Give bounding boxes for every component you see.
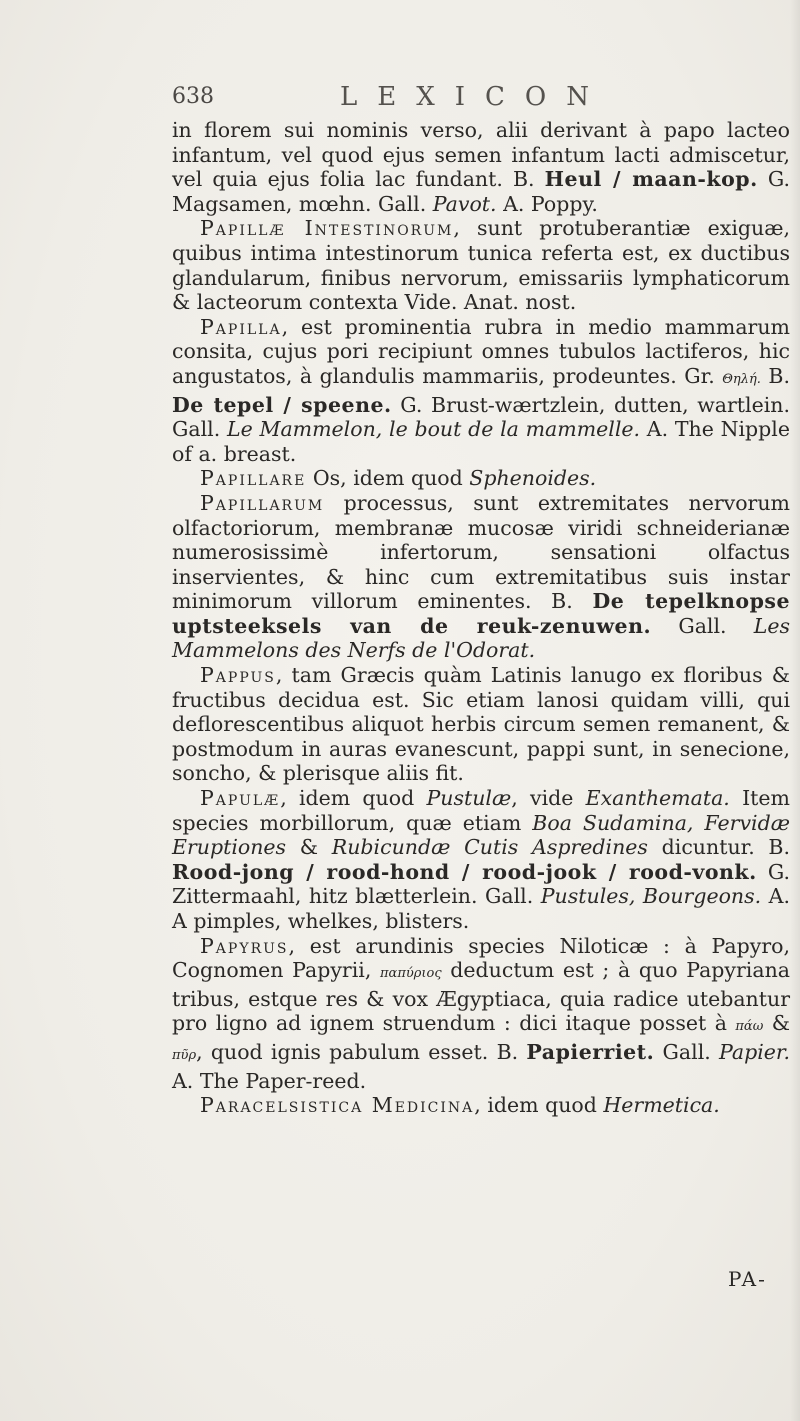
entry-text: B. [760, 363, 790, 388]
entry-text: A. Poppy. [496, 191, 598, 216]
greek-text: πῦρ [172, 1047, 197, 1063]
italic-text: Pustulæ [426, 786, 512, 811]
italic-text: Le Mammelon, le bout de la mammelle. [226, 417, 641, 442]
dictionary-text [172, 118, 790, 1118]
italic-text: Exanthemata. [585, 786, 730, 811]
dictionary-entry [172, 491, 790, 663]
headword: Papyrus [200, 933, 289, 958]
greek-text: Θηλή. [722, 371, 761, 387]
entry-text: , tam Græcis quàm Latinis lanugo ex floribus & fructibus decidua est. Sic etiam lanosi quidam villi, qui deflorescentibus aliquot herbis circum semen remanent, & postmodum in auras evanescunt, pappi sunt, in senecione, soncho, & plerisque aliis fit. [172, 663, 790, 786]
headword: Papilla [200, 314, 282, 339]
italic-text: Pavot. [432, 191, 497, 216]
entry-text: G. Magsamen, mœhn. Gall. [172, 167, 790, 216]
entry-text: A. A pimples, whelkes, blisters. [172, 884, 790, 933]
running-title: LEXICON [340, 82, 609, 112]
blackletter-text: De tepelknopse uptsteeksels van de reuk-zenuwen. [172, 589, 790, 638]
entry-text: , est prominentia rubra in medio mammarum consita, cujus pori recipiunt omnes tubulos lactiferos, hic angustatos, à glandulis mammariis, prodeuntes. Gr. [172, 314, 790, 388]
entry-text: Gall. [654, 1039, 720, 1064]
entry-text: & [286, 835, 332, 860]
page-header [172, 84, 792, 118]
entry-text: Gall. [651, 613, 754, 638]
dictionary-entry [172, 118, 790, 216]
page-edge-shadow [790, 0, 800, 1421]
entry-text: , sunt protuberantiæ exiguæ, quibus intima intestinorum tunica referta est, ex ductibus glandularum, finibus nervorum, emissariis lymphaticorum & lacteorum contexta Vide. Anat. nost. [172, 216, 791, 315]
headword: Papillare [200, 466, 307, 491]
headword: Papillarum [200, 490, 325, 515]
italic-text: Papier. [719, 1039, 791, 1064]
entry-text: , quod ignis pabulum esset. B. [196, 1039, 527, 1064]
blackletter-text: Rood-jong / rood-hond / rood-jook / rood-vonk. [172, 859, 757, 884]
dictionary-entry [172, 315, 790, 467]
italic-text: Hermetica. [603, 1093, 720, 1118]
entry-text: , idem quod [280, 786, 427, 811]
entry-text: G. Brust-wærtzlein, dutten, wartlein. Gall. [172, 392, 790, 442]
headword: Papillæ Intestinorum [200, 216, 454, 241]
entry-text: dicuntur. B. [647, 835, 791, 860]
entry-text: , idem quod [474, 1093, 604, 1118]
italic-text: Sphenoides. [469, 466, 597, 491]
dictionary-entry [172, 1093, 790, 1118]
entry-text: processus, sunt extremitates nervorum olfactoriorum, membranæ mucosæ viridi schneiderianæ numerosissimè infertorum, sensationi olfactus inservientes, & hinc cum extremitatibus suis instar minimorum villorum eminentes. B. [172, 490, 790, 614]
entry-text: & [763, 1011, 791, 1036]
entry-text: G. Zittermaahl, hitz blætterlein. Gall. [172, 859, 790, 909]
entry-text: Os, idem quod [306, 466, 470, 491]
headword: Papulæ [200, 786, 281, 811]
catchword: PA- [728, 1267, 767, 1291]
italic-text: Boa Sudamina, Fervidæ Eruptiones [172, 810, 790, 860]
italic-text: Rubicundæ Cutis Aspredines [331, 835, 648, 860]
entry-text: Item species morbillorum, quæ etiam [172, 786, 790, 835]
italic-text: Les Mammelons des Nerfs de l'Odorat. [172, 613, 790, 663]
entry-text: A. The Nipple of a. breast. [172, 417, 790, 466]
entry-text: deductum est ; à quo Papyriana tribus, estque res & vox Ægyptiaca, quia radice utebantur pro ligno ad ignem struendum : dici itaque posset à [172, 958, 790, 1036]
dictionary-entry [172, 663, 790, 786]
page-number: 638 [172, 84, 214, 109]
italic-text: Pustules, Bourgeons. [540, 884, 762, 909]
headword: Paracelsistica Medicina [200, 1093, 475, 1118]
dictionary-entry [172, 934, 790, 1094]
dictionary-entry [172, 216, 790, 314]
blackletter-text: Papierriet. [526, 1039, 655, 1064]
dictionary-entry [172, 786, 790, 934]
entry-text: , est arundinis species Niloticæ : à Papyro, Cognomen Papyrii, [172, 933, 790, 983]
entry-text: , vide [511, 786, 586, 811]
dictionary-entry [172, 466, 790, 491]
headword: Pappus [200, 663, 276, 688]
entry-text: in florem sui nominis verso, alii derivant à papo lacteo infantum, vel quod ejus semen infantum lacti admiscetur, vel quia ejus folia lac fundant. B. [172, 118, 790, 192]
blackletter-text: De tepel / speene. [172, 392, 392, 417]
greek-text: παπύριος [380, 966, 442, 982]
entry-text: A. The Paper-reed. [172, 1068, 367, 1093]
greek-text: πάω [735, 1019, 764, 1035]
blackletter-text: Heul / maan-kop. [544, 167, 758, 192]
